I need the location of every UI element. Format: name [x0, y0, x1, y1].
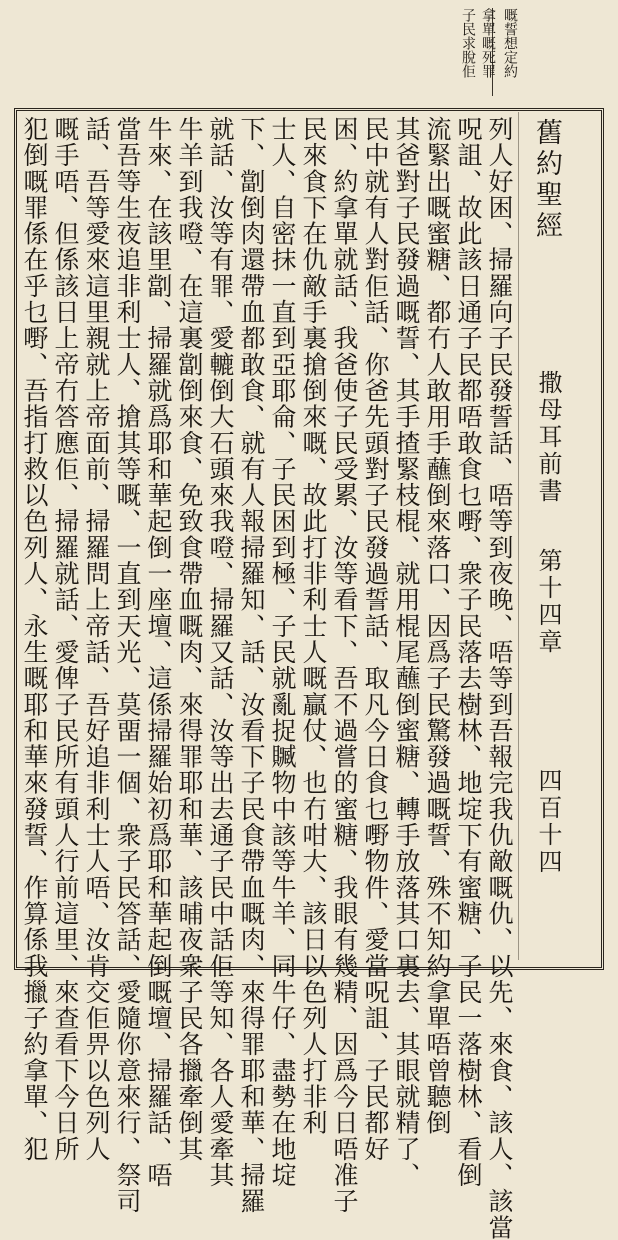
text-column: 就話、汝等有罪、愛轆倒大石頭來我噔、掃羅又話、汝等出去通子民中話佢等知、各人愛牽其 — [206, 116, 235, 1189]
text-column: 嘅手唔、但係該日上帝冇答應佢、掃羅就話、愛俾子民所有頭人行前這里、來查看下今日所 — [51, 116, 80, 1162]
text-column: 下、劏倒肉還帶血都敢食、就有人報掃羅知、話、汝看下子民食帶血嘅肉、來得罪耶和華、掃羅 — [237, 116, 266, 1215]
text-column: 呪詛、故此該日通子民都唔敢食乜嘢、衆子民落去樹林、地埞下有蜜糖、子民一落樹林、看倒 — [454, 116, 483, 1189]
text-column: 當吾等生夜追非利士人、搶其等嘅、一直到天光、莫畱一個、衆子民答話、愛隨你意來行、祭司 — [113, 116, 142, 1215]
text-column: 困、約拿單就話、我爸使子民受累、汝等看下、吾不過嘗的蜜糖、我眼有幾精、因爲今日唔准子 — [330, 116, 359, 1215]
text-column: 其爸對子民發過嘅誓、其手揸緊枝棍、就用棍尾蘸倒蜜糖、轉手放落其口裏去、其眼就精了、 — [392, 116, 421, 1189]
header-column-2: 拿單嘅死罪 — [480, 8, 496, 78]
book-title: 舊約聖經 — [531, 118, 562, 242]
text-column: 士人、自密抹一直到亞耶侖、子民困到極、子民就亂捉贓物中該等牛羊、同牛仔、盡勢在地埞 — [268, 116, 297, 1189]
header-column-3: 子民求脫佢 — [460, 8, 476, 78]
text-column: 犯倒嘅罪係在乎乜嘢、吾指打救以色列人、永生嘅耶和華來發誓、作算係我擸子約拿單、犯 — [20, 116, 49, 1162]
chapter-number: 第十四章 — [534, 548, 562, 656]
text-column: 流緊出嘅蜜糖、都冇人敢用手蘸倒來落口、因爲子民驚發過嘅誓、殊不知約拿單唔曾聽倒 — [423, 116, 452, 1136]
text-column: 話、吾等愛來這里親就上帝面前、掃羅問上帝話、吾好追非利士人唔、汝肯交佢畀以色列人 — [82, 116, 111, 1162]
page-number: 四百十四 — [534, 768, 562, 876]
text-column: 民中就有人對佢話、你爸先頭對子民發過誓話、取凡今日食乜嘢物件、愛當呪詛、子民都好 — [361, 116, 390, 1162]
text-column: 列人好困、掃羅向子民發誓話、唔等到夜晚、唔等到吾報完我仇敵嘅仇、以先、來食、該人、該當 — [485, 116, 514, 1240]
text-column: 民來食下在仇敵手裏搶倒來嘅、故此打非利士人嘅贏仗、也冇咁大、該日以色列人打非利 — [299, 116, 328, 1136]
text-column: 牛來、在該里劏、掃羅就爲耶和華起倒一座壇、這係掃羅始初爲耶和華起倒嘅壇、掃羅話、唔 — [144, 116, 173, 1189]
text-column: 牛羊到我噔、在這裏劏倒來食、免致食帶血嘅肉、來得罪耶和華、該晡夜衆子民各擸牽倒其 — [175, 116, 204, 1162]
chapter-name: 撒母耳前書 — [534, 370, 562, 505]
column-rule — [518, 112, 519, 960]
header-column-1: 嘅誓想定約 — [502, 8, 518, 78]
